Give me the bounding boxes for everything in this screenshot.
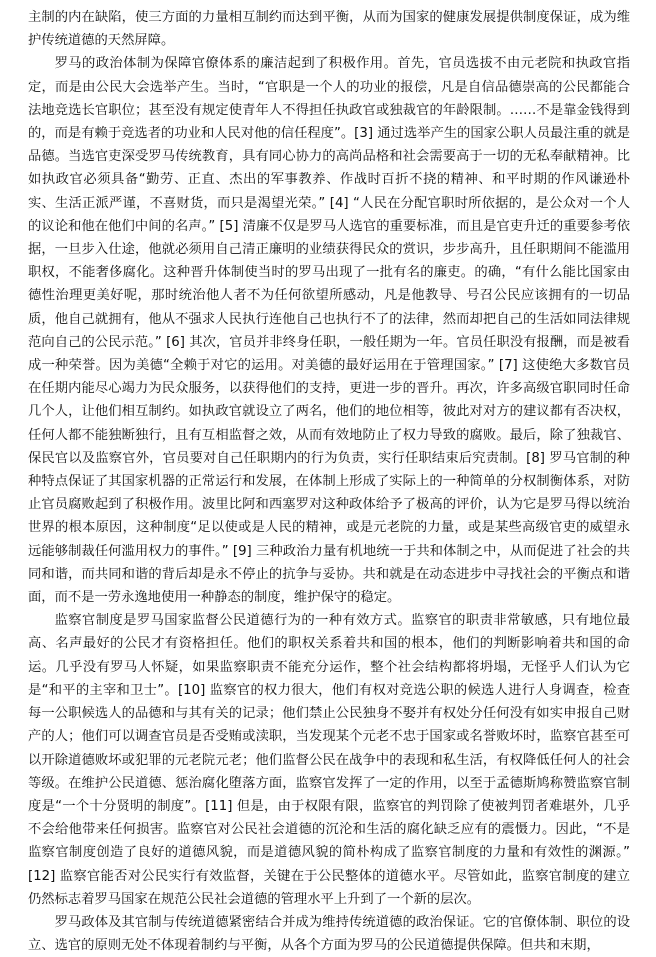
- paragraph-conclusion: 罗马政体及其官制与传统道德紧密结合并成为维持传统道德的政治保证。它的官僚体制、职位的设立、选官的原则无处不体现着制约与平衡，从各个方面为罗马的公民道德提供保障。但共和末期，: [28, 914, 630, 954]
- paragraph-officialdom: 罗马的政治体制为保障官僚体系的廉洁起到了积极作用。首先，官员选拔不由元老院和执政官指定，而是由公民大会选举产生。当时，“官职是一个人的功业的报偿，凡是自信品德崇高的公民都能合法地竞选长官职位；甚至没有规定使青年人不得担任执政官或独裁官的年龄限制。……不是靠金钱得到的，而是有赖于竞选者的功业和人民对他的信任程度”。[3] 通过选举产生的国家公职人员最注重的就是品德。当选官吏深受罗马传统教育，具有同心协力的高尚品格和社会需要高于一切的无私奉献精神。比如执政官必须具备“勤劳、正直、杰出的军事教养、作战时百折不挠的精神、和平时期的作风谦逊朴实、生活正派严谨，不喜财货，而只是渴望光荣。” [4] “人民在分配官职时所依据的，是公众对一个人的议论和他在他们中间的名声。” [5] 清廉不仅是罗马人选官的重要标准，而且是官吏升迁的重要参考依据，一旦步入仕途，他就必须用自己清正廉明的业绩获得民众的赏识，步步高升，且任职期间不能滥用职权，不能奢侈腐化。这种晋升体制使当时的罗马出现了一批有名的廉吏。的确，“有什么能比国家由德性治理更美好呢，那时统治他人者不为任何欲望所感动，凡是他教导、号召公民应该拥有的一切品质，他自己就拥有，他从不强求人民执行连他自己也执行不了的法律，然而却把自己的生活如同法律规范向自己的公民示范。” [6] 其次，官员并非终身任职，一般任期为一年。官员任职没有报酬，而是被看成一种荣誉。因为美德“全赖于对它的运用。对美德的最好运用在于管理国家。” [7] 这使绝大多数官员在任期内能尽心竭力为民众服务，以获得他们的支持，更进一步的晋升。再次，许多高级官职同时任命几个人，让他们相互制约。如执政官就设立了两名，他们的地位相等，彼此对对方的建议都有否决权，任何人都不能独断独行，且有互相监督之效，从而有效地防止了权力导致的腐败。最后，除了独裁官、保民官以及监察官外，官员要对自己任职期内的行为负责，实行任职结束后究责制。[8] 罗马官制的种种特点保证了其国家机器的正常运行和发展，在体制上形成了实际上的一种简单的分权制衡体系，对防止官员腐败起到了积极作用。波里比阿和西塞罗对这种政体给予了极高的评价，认为它是罗马得以统治世界的根本原因，这种制度“足以使或是人民的精神，或是元老院的力量，或是某些高级官吏的威望永远能够制裁任何滥用权力的事件。” [9] 三种政治力量有机地统一于共和体制之中，从而促进了社会的共同和谐，而共同和谐的背后却是永不停止的抗争与妥协。共和就是在动态进步中寻找社会的平衡点和谐面，而不是一劳永逸地使用一种静态的制度，维护保守的稳定。: [28, 56, 630, 606]
- paragraph-censor: 监察官制度是罗马国家监督公民道德行为的一种有效方式。监察官的职责非常敏感，只有地位最高、名声最好的公民才有资格担任。他们的职权关系着共和国的根本，他们的判断影响着共和国的命运。几乎没有罗马人怀疑，如果监察职责不能充分运作，整个社会结构都将坍塌，无怪乎人们认为它是“和平的主宰和卫士”。[10] 监察官的权力很大，他们有权对竞选公职的候选人进行人身调查，检查每一公职候选人的品德和与其有关的记录；他们禁止公民独身不娶并有权处分任何没有如实申报自己财产的人；他们可以调查官员是否受贿或渎职，当发现某个元老不忠于国家或名誉败坏时，监察官甚至可以开除道德败坏或犯罪的元老院元老；他们监督公民在战争中的表现和私生活，有权降低任何人的社会等级。在维护公民道德、惩治腐化堕落方面，监察官发挥了一定的作用，以至于孟德斯鸠称赞监察官制度是“一个十分贤明的制度”。[11] 但是，由于权限有限，监察官的判罚除了使被判罚者难堪外，几乎不会给他带来任何损害。监察官对公民社会道德的沉沦和生活的腐化缺乏应有的震慑力。因此，“不是监察官制度创造了良好的道德风貌，而是道德风貌的简朴构成了监察官制度的力量和有效性的渊源。” [12] 监察官能否对公民实行有效监督，关键在于公民整体的道德水平。尽管如此，监察官制度的建立仍然标志着罗马国家在规范公民社会道德的管理水平上升到了一个新的层次。: [28, 613, 630, 907]
- paragraph-continuation: 主制的内在缺陷，使三方面的力量相互制约而达到平衡，从而为国家的健康发展提供制度保证，成为维护传统道德的天然屏障。: [28, 10, 630, 49]
